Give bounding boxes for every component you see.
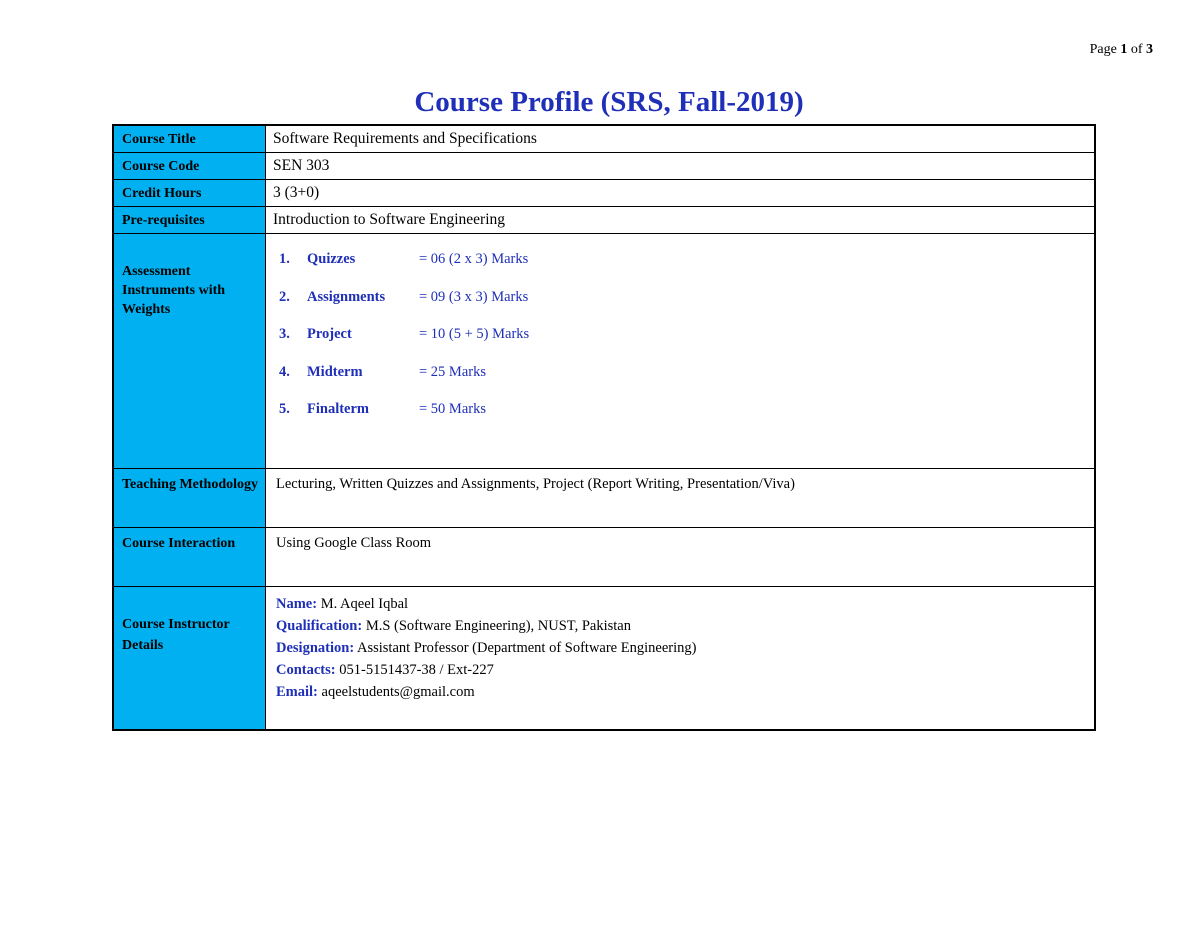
instructor-qualification-line <box>276 615 1094 637</box>
instructor-name-key: Name: <box>276 596 318 612</box>
document-title: Course Profile (SRS, Fall-2019) <box>414 86 804 118</box>
table-row-teaching <box>113 469 1095 528</box>
instructor-email-value: aqeelstudents@gmail.com <box>321 684 475 700</box>
table-row-interaction <box>113 528 1095 587</box>
interaction-value: Using Google Class Room <box>266 528 1096 587</box>
prerequisites-label: Pre-requisites <box>113 207 266 234</box>
assessment-name: Midterm <box>307 363 363 380</box>
assessment-name: Quizzes <box>307 251 356 267</box>
instructor-designation-value: Assistant Professor (Department of Software Engineering) <box>356 640 697 656</box>
page-current: 1 <box>1120 42 1128 57</box>
assessment-name: Finalterm <box>307 401 370 417</box>
list-item <box>279 401 1094 439</box>
instructor-qualification-key: Qualification: <box>276 618 363 634</box>
list-item <box>279 251 1094 289</box>
assessment-weight: = 10 (5 + 5) Marks <box>419 326 530 342</box>
assessment-label: Assessment Instruments with Weights <box>113 234 266 469</box>
list-item <box>279 364 1094 402</box>
table-row-course-code <box>113 153 1095 180</box>
assessment-value <box>266 234 1096 469</box>
instructor-label: Course Instructor Details <box>113 587 266 731</box>
instructor-email-key: Email: <box>276 684 318 700</box>
assessment-list <box>273 234 1094 439</box>
credit-hours-label: Credit Hours <box>113 180 266 207</box>
instructor-designation-line <box>276 637 1094 659</box>
page-prefix: Page <box>1089 42 1117 57</box>
assessment-number: 5. <box>279 401 290 417</box>
teaching-value: Lecturing, Written Quizzes and Assignments, Project (Report Writing, Presentation/Viva) <box>266 469 1096 528</box>
table-row-instructor <box>113 587 1095 731</box>
course-code-label: Course Code <box>113 153 266 180</box>
table-row-credit-hours <box>113 180 1095 207</box>
course-profile-table <box>112 124 1096 731</box>
instructor-contacts-line <box>276 659 1094 681</box>
assessment-number: 3. <box>279 326 290 342</box>
assessment-weight: = 09 (3 x 3) Marks <box>419 288 529 305</box>
table-row-course-title <box>113 125 1095 153</box>
page-total: 3 <box>1146 42 1153 57</box>
assessment-number: 2. <box>279 288 290 305</box>
assessment-weight: = 50 Marks <box>419 401 486 417</box>
page-number <box>1090 42 1153 58</box>
prerequisites-value: Introduction to Software Engineering <box>266 207 1096 234</box>
assessment-weight: = 06 (2 x 3) Marks <box>419 251 529 267</box>
credit-hours-value: 3 (3+0) <box>266 180 1096 207</box>
course-title-value: Software Requirements and Specifications <box>266 125 1096 153</box>
assessment-number: 4. <box>279 363 290 380</box>
list-item <box>279 326 1094 364</box>
assessment-name: Project <box>307 326 352 342</box>
instructor-designation-key: Designation: <box>276 640 355 656</box>
assessment-number: 1. <box>279 251 290 267</box>
assessment-name: Assignments <box>307 288 386 305</box>
table-row-prerequisites <box>113 207 1095 234</box>
instructor-details <box>266 587 1096 731</box>
assessment-weight: = 25 Marks <box>419 363 486 380</box>
instructor-qualification-value: M.S (Software Engineering), NUST, Pakistan <box>365 618 631 634</box>
interaction-label: Course Interaction <box>113 528 266 587</box>
list-item <box>279 289 1094 327</box>
instructor-contacts-key: Contacts: <box>276 662 336 678</box>
table-row-assessment <box>113 234 1095 469</box>
course-code-value: SEN 303 <box>266 153 1096 180</box>
instructor-contacts-value: 051-5151437-38 / Ext-227 <box>339 662 494 678</box>
instructor-name-value: M. Aqeel Iqbal <box>320 596 409 612</box>
instructor-name-line <box>276 593 1094 615</box>
page-of: of <box>1130 42 1143 57</box>
course-title-label: Course Title <box>113 125 266 153</box>
teaching-label: Teaching Methodology <box>113 469 266 528</box>
instructor-email-line <box>276 681 1094 703</box>
